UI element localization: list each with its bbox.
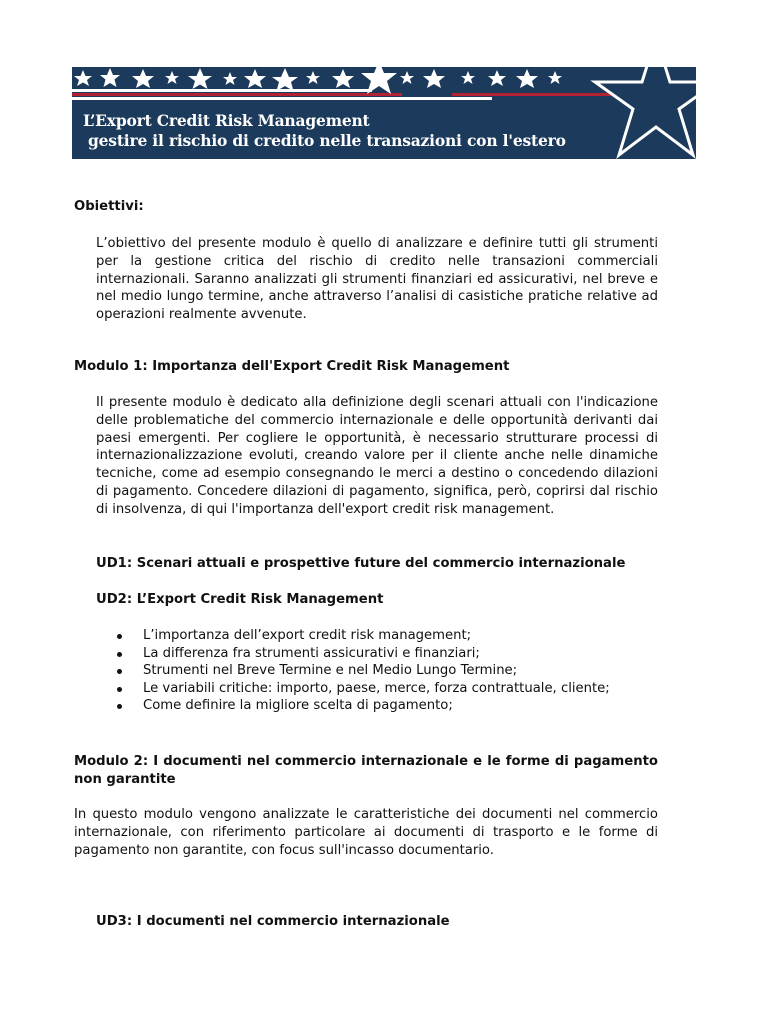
banner-subtitle: gestire il rischio di credito nelle transazioni con l'estero xyxy=(88,131,566,150)
ud1-heading: UD1: Scenari attuali e prospettive future del commercio internazionale xyxy=(96,556,626,571)
list-item: Strumenti nel Breve Termine e nel Medio Lungo Termine; xyxy=(117,662,658,680)
modulo2-heading: Modulo 2: I documenti nel commercio internazionale e le forme di pagamento non garantite xyxy=(74,754,658,787)
ud2-bullet-list xyxy=(117,627,658,715)
modulo1-paragraph: Il presente modulo è dedicato alla definizione degli scenari attuali con l'indicazione delle problematiche del commercio internazionale e delle opportunità derivanti dai paesi emergenti. Per cogliere le opportunità, è necessario strutturare processi di internazionalizzazione evoluti, creando valore per il cliente anche nelle dinamiche tecniche, come ad esempio consegnando le merci a destino o concedendo dilazioni di pagamento. Concedere dilazioni di pagamento, significa, però, coprirsi dal rischio di insolvenza, di qui l'importanza dell'export credit risk management. xyxy=(96,395,658,517)
bullet-icon xyxy=(117,687,122,692)
list-item: La differenza fra strumenti assicurativi e finanziari; xyxy=(117,645,658,663)
bullet-icon xyxy=(117,704,122,709)
obiettivi-paragraph: L’obiettivo del presente modulo è quello di analizzare e definire tutti gli strumenti per la gestione critica del rischio di credito nelle transazioni commerciali internazionali. Saranno analizzati gli strumenti finanziari ed assicurativi, nel breve e nel medio lungo termine, anche attraverso l’analisi di casistiche pratiche relative ad operazioni realmente avvenute. xyxy=(96,236,658,323)
bullet-icon xyxy=(117,634,122,639)
bullet-icon xyxy=(117,652,122,657)
ud3-heading: UD3: I documenti nel commercio internazionale xyxy=(96,914,450,929)
list-item: L’importanza dell’export credit risk management; xyxy=(117,627,658,645)
list-item: Come definire la migliore scelta di pagamento; xyxy=(117,697,658,715)
modulo1-heading: Modulo 1: Importanza dell'Export Credit Risk Management xyxy=(74,359,510,374)
modulo2-paragraph: In questo modulo vengono analizzate le caratteristiche dei documenti nel commercio internazionale, con riferimento particolare ai documenti di trasporto e le forme di pagamento non garantite, con focus sull'incasso documentario. xyxy=(74,807,658,858)
list-item: Le variabili critiche: importo, paese, merce, forza contrattuale, cliente; xyxy=(117,680,658,698)
course-banner xyxy=(72,67,696,159)
banner-title: L’Export Credit Risk Management xyxy=(83,111,370,130)
obiettivi-heading: Obiettivi: xyxy=(74,199,144,214)
bullet-icon xyxy=(117,669,122,674)
ud2-heading: UD2: L’Export Credit Risk Management xyxy=(96,592,384,607)
